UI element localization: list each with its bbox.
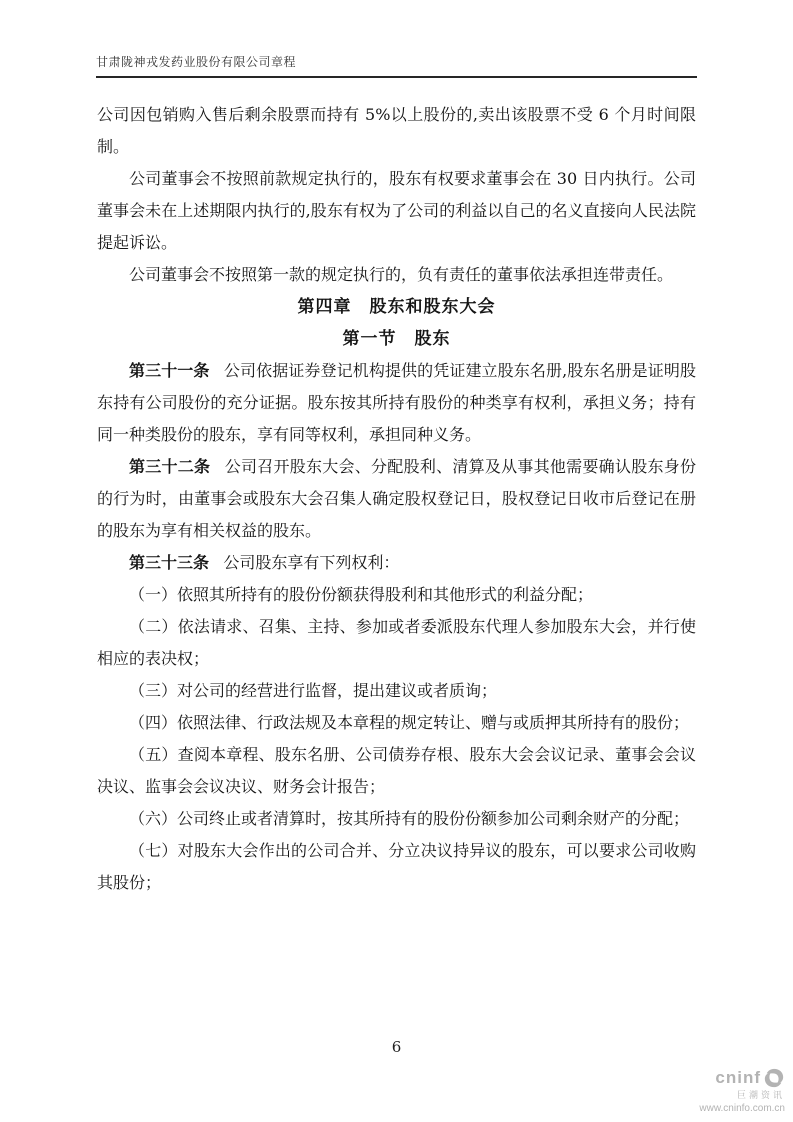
- cninfo-url: www.cninfo.com.cn: [699, 1102, 785, 1114]
- chapter-heading: 第四章 股东和股东大会: [297, 297, 496, 317]
- document-title: 甘肃陇神戎发药业股份有限公司章程: [96, 55, 297, 69]
- paragraph-board-duty-2: 公司董事会不按照第一款的规定执行的，负有责任的董事依法承担连带责任。: [129, 265, 674, 284]
- article-32-text: 公司召开股东大会、分配股利、清算及从事其他需要确认股东身份的行为时，由董事会或股东大会召集人确定股权登记日，股权登记日收市后登记在册的股东为享有相关权益的股东。: [97, 457, 696, 540]
- page-header: [96, 0, 697, 78]
- article-33-text: 公司股东享有下列权利：: [223, 553, 400, 572]
- rights-item-7: （七）对股东大会作出的公司合并、分立决议持异议的股东，可以要求公司收购其股份；: [97, 841, 696, 892]
- article-33-label: 第三十三条: [129, 553, 210, 572]
- rights-item-2: （二）依法请求、召集、主持、参加或者委派股东代理人参加股东大会，并行使相应的表决权；: [97, 617, 696, 668]
- cninfo-brand-text: cninf: [715, 1068, 761, 1088]
- article-31: [97, 355, 696, 451]
- article-31-text: 公司依据证券登记机构提供的凭证建立股东名册,股东名册是证明股东持有公司股份的充分证据。股东按其所持有股份的种类享有权利，承担义务；持有同一种类股份的股东，享有同等权利，承担同种义务。: [97, 361, 696, 444]
- rights-item-6: （六）公司终止或者清算时，按其所持有的股份份额参加公司剩余财产的分配；: [129, 809, 690, 828]
- article-33: [97, 547, 696, 579]
- cninfo-watermark: [699, 1067, 785, 1114]
- paragraph-continuation: 公司因包销购入售后剩余股票而持有 5%以上股份的,卖出该股票不受 6 个月时间限制。: [97, 105, 696, 156]
- rights-item-1: （一）依照其所持有的股份份额获得股利和其他形式的利益分配；: [129, 585, 594, 604]
- rights-item-4: （四）依照法律、行政法规及本章程的规定转让、赠与或质押其所持有的股份；: [129, 713, 690, 732]
- cninfo-logo-icon: [763, 1067, 785, 1089]
- page-number: 6: [391, 1038, 402, 1056]
- rights-item-5: （五）查阅本章程、股东名册、公司债券存根、股东大会会议记录、董事会会议决议、监事会会议决议、财务会计报告；: [97, 745, 696, 796]
- section-heading: 第一节 股东: [342, 329, 451, 349]
- cninfo-brand-row: [699, 1067, 785, 1089]
- cninfo-brand-chinese: 巨潮资讯: [736, 1090, 785, 1101]
- article-32: [97, 451, 696, 547]
- rights-item-3: （三）对公司的经营进行监督，提出建议或者质询；: [129, 681, 498, 700]
- paragraph-board-duty-1: 公司董事会不按照前款规定执行的，股东有权要求董事会在 30 日内执行。公司董事会未在上述期限内执行的,股东有权为了公司的利益以自己的名义直接向人民法院提起诉讼。: [97, 169, 696, 252]
- article-32-label: 第三十二条: [129, 457, 211, 476]
- document-body: [97, 99, 696, 899]
- article-31-label: 第三十一条: [129, 361, 210, 380]
